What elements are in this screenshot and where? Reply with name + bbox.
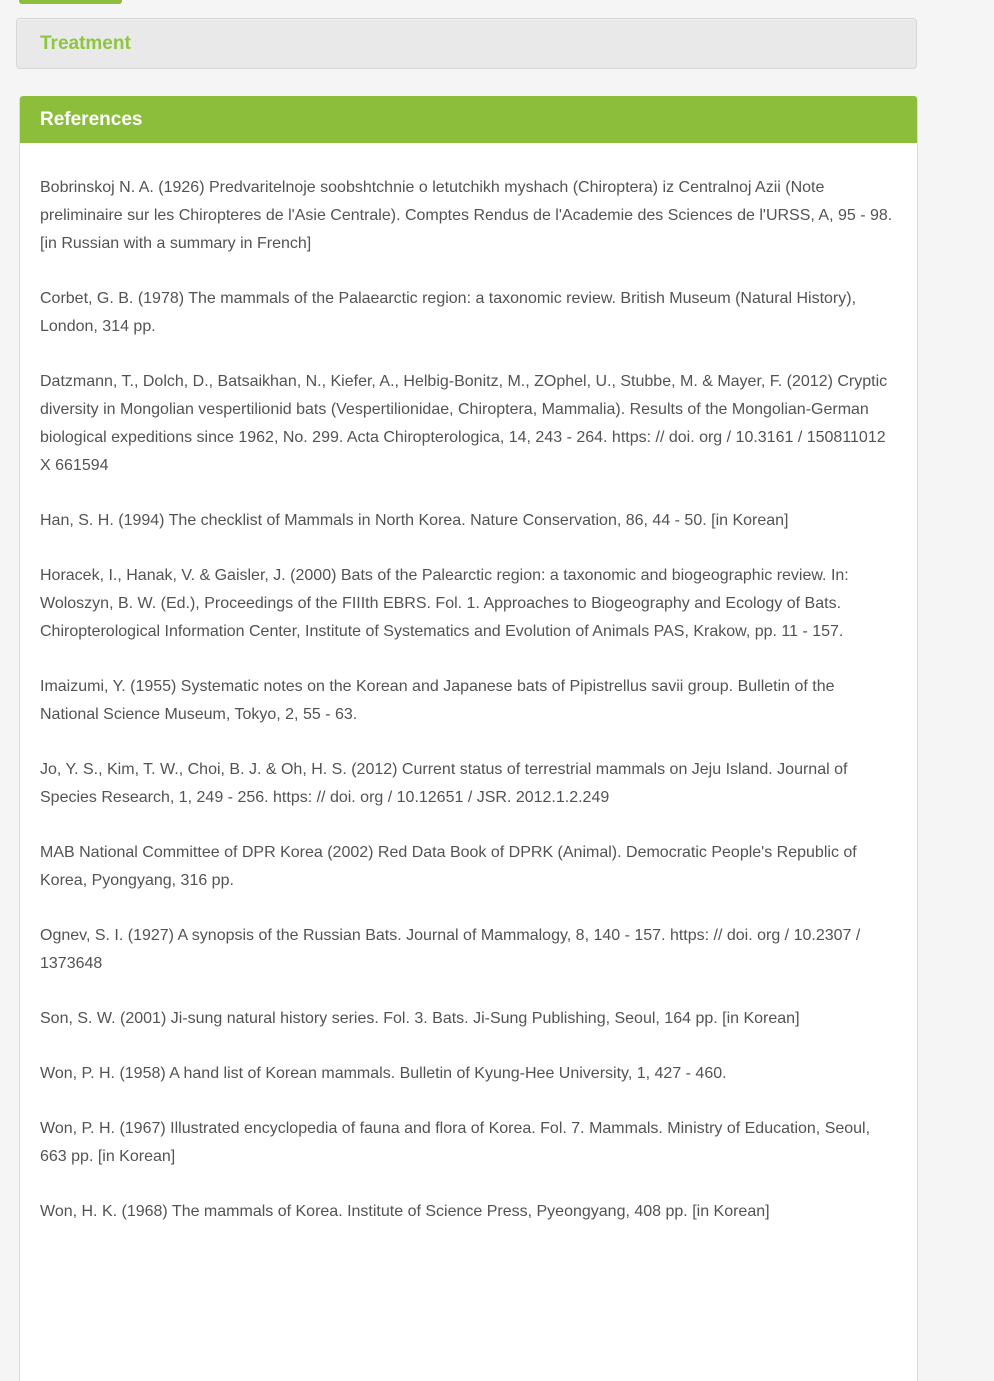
reference-item: Han, S. H. (1994) The checklist of Mammals in North Korea. Nature Conservation, 86, 44 - 50. [in Korean] xyxy=(40,512,789,529)
reference-item: MAB National Committee of DPR Korea (2002) Red Data Book of DPRK (Animal). Democratic People's Republic of Korea, Pyongyang, 316 pp. xyxy=(40,844,857,889)
reference-item: Datzmann, T., Dolch, D., Batsaikhan, N., Kiefer, A., Helbig-Bonitz, M., ZOphel, U., Stubbe, M. & Mayer, F. (2012) Cryptic diversity in Mongolian vespertilionid bats (Vespertilionidae, Chiroptera, Mammalia). Results of the Mongolian-German biological expeditions since 1962, No. 299. Acta Chiropterologica, 14, 243 - 264. https: // doi. org / 10.3161 / 150811012 X 661594 xyxy=(40,373,888,474)
top-button-remnant[interactable] xyxy=(19,0,122,4)
references-panel xyxy=(19,96,918,1381)
treatment-section-title: Treatment xyxy=(40,32,131,54)
treatment-section-header[interactable] xyxy=(16,18,917,69)
reference-item: Ognev, S. I. (1927) A synopsis of the Russian Bats. Journal of Mammalogy, 8, 140 - 157. https: // doi. org / 10.2307 / 1373648 xyxy=(40,927,861,972)
reference-item: Bobrinskoj N. A. (1926) Predvaritelnoje soobshtchnie o letutchikh myshach (Chiroptera) iz Centralnoj Azii (Note preliminaire sur les Chiropteres de l'Asie Centrale). Comptes Rendus de l'Academie des Sciences de l'URSS, A, 95 - 98. [in Russian with a summary in French] xyxy=(40,179,893,252)
reference-item: Won, P. H. (1958) A hand list of Korean mammals. Bulletin of Kyung-Hee University, 1, 427 - 460. xyxy=(40,1065,727,1082)
references-list xyxy=(20,143,917,1266)
reference-item: Won, H. K. (1968) The mammals of Korea. Institute of Science Press, Pyeongyang, 408 pp. [in Korean] xyxy=(40,1203,770,1220)
reference-item: Son, S. W. (2001) Ji-sung natural history series. Fol. 3. Bats. Ji-Sung Publishing, Seoul, 164 pp. [in Korean] xyxy=(40,1010,800,1027)
reference-item: Won, P. H. (1967) Illustrated encyclopedia of fauna and flora of Korea. Fol. 7. Mammals. Ministry of Education, Seoul, 663 pp. [in Korean] xyxy=(40,1120,871,1165)
reference-item: Jo, Y. S., Kim, T. W., Choi, B. J. & Oh, H. S. (2012) Current status of terrestrial mammals on Jeju Island. Journal of Species Research, 1, 249 - 256. https: // doi. org / 10.12651 / JSR. 2012.1.2.249 xyxy=(40,761,848,806)
reference-item: Imaizumi, Y. (1955) Systematic notes on the Korean and Japanese bats of Pipistrellus savii group. Bulletin of the National Science Museum, Tokyo, 2, 55 - 63. xyxy=(40,678,835,723)
reference-item: Horacek, I., Hanak, V. & Gaisler, J. (2000) Bats of the Palearctic region: a taxonomic and biogeographic review. In: Woloszyn, B. W. (Ed.), Proceedings of the FIIIth EBRS. Fol. 1. Approaches to Biogeography and Ecology of Bats. Chiropterological Information Center, Institute of Systematics and Evolution of Animals PAS, Krakow, pp. 11 - 157. xyxy=(40,567,849,640)
references-section-title: References xyxy=(40,108,143,130)
references-section-header[interactable] xyxy=(20,96,917,143)
reference-item: Corbet, G. B. (1978) The mammals of the Palaearctic region: a taxonomic review. British Museum (Natural History), London, 314 pp. xyxy=(40,290,857,335)
